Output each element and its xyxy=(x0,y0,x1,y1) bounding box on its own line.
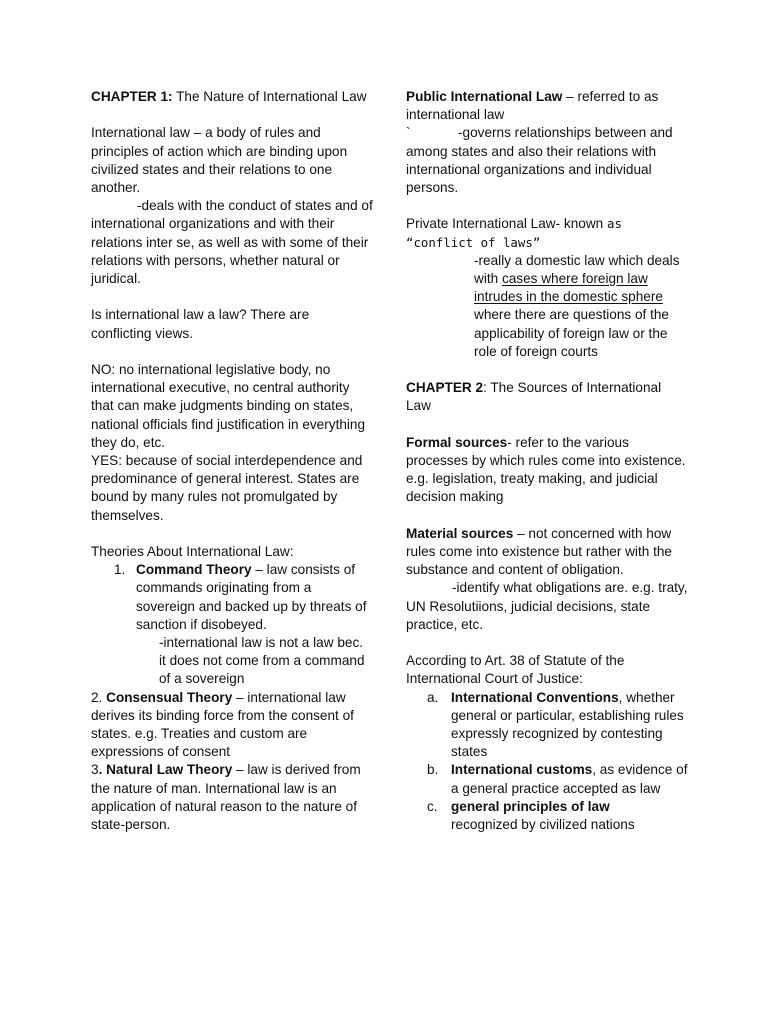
theory-1-desc: – law consists of commands originating from a sovereign and backed up by threats of sanction if disobeyed. xyxy=(136,562,367,632)
source-item-b xyxy=(406,761,688,797)
formal-sources xyxy=(406,434,688,507)
private-il-heading xyxy=(406,215,688,251)
art38-intro: According to Art. 38 of Statute of the International Court of Justice: xyxy=(406,653,625,687)
theory-1-text xyxy=(136,561,373,634)
theory-2-name: Consensual Theory xyxy=(106,689,233,705)
source-item-b-bold: International customs xyxy=(451,762,593,778)
pil-governs xyxy=(406,124,688,197)
source-item-a xyxy=(406,689,688,762)
source-item-a-desc: , whether general or particular, establishing rules expressly recognized by contesting states xyxy=(451,689,684,760)
theory-1-item xyxy=(91,561,373,634)
intl-law-definition: International law – a body of rules and principles of action which are binding upon civilized states and their relations to one another. xyxy=(91,125,348,195)
material-sources-label: Material sources xyxy=(406,525,514,541)
source-item-b-marker: b. xyxy=(427,762,439,778)
source-item-a-marker: a. xyxy=(427,689,439,705)
theory-3-marker: 3 xyxy=(91,762,99,778)
pil-desc: – referred to as international law xyxy=(406,89,659,123)
theories-heading: Theories About International Law: xyxy=(91,544,294,560)
private-il-sub xyxy=(406,252,688,361)
chapter2-label: CHAPTER 2 xyxy=(406,380,484,396)
pil-heading xyxy=(406,88,688,124)
private-il-sub-2: where there are questions of the applicability of foreign law or the role of foreign courts xyxy=(474,307,669,359)
private-il-mono: as “conflict of laws” xyxy=(406,216,622,250)
left-column xyxy=(91,88,373,834)
theory-3-name: . Natural Law Theory xyxy=(98,762,233,778)
source-item-a-text xyxy=(451,689,688,762)
material-sources-sub: -identify what obligations are. e.g. traty, UN Resolutiions, judicial decisions, state practice, etc. xyxy=(406,580,688,632)
chapter1-title: The Nature of International Law xyxy=(172,89,367,104)
chapter1-heading xyxy=(91,88,373,106)
source-item-b-text xyxy=(451,761,688,797)
private-il-sub-underlined: cases where foreign law intrudes in the domestic sphere xyxy=(474,271,663,305)
theory-3-desc: – law is derived from the nature of man. International law is an application of natural reason to the nature of state-person. xyxy=(91,762,361,833)
private-il-label: Private International Law- known xyxy=(406,216,607,232)
source-item-c-text xyxy=(451,798,688,834)
material-sources xyxy=(406,525,688,580)
pil-tick: ` xyxy=(406,125,411,141)
theory-2-text xyxy=(91,689,373,762)
chapter2-heading xyxy=(406,379,688,415)
theory-3-text xyxy=(91,761,373,834)
is-law-question: Is international law a law? There are conflicting views. xyxy=(91,307,310,341)
source-item-c xyxy=(406,798,688,834)
source-item-c-marker: c. xyxy=(427,798,438,814)
theory-2-desc: – international law derives its binding force from the consent of states. e.g. Treaties and custom are expressions of consent xyxy=(91,689,354,760)
chapter2-title: : The Sources of International Law xyxy=(406,380,662,414)
theory-1-name: Command Theory xyxy=(136,562,252,578)
source-item-b-desc: , as evidence of a general practice accepted as law xyxy=(451,762,688,796)
chapter1-label: CHAPTER 1: xyxy=(91,89,173,104)
pil-governs-text: -governs relationships between and among states and also their relations with international organizations and individual persons. xyxy=(406,125,673,196)
theory-1-marker: 1. xyxy=(114,562,126,578)
formal-sources-label: Formal sources xyxy=(406,434,508,450)
theory-1-sub: -international law is not a law bec. it does not come from a command of a sovereign xyxy=(159,635,365,687)
no-view: NO: no international legislative body, no international executive, no central authority that can make judgments binding on states, national officials find justification in everything they do, etc. xyxy=(91,362,366,450)
source-item-c-desc: recognized by civilized nations xyxy=(451,817,635,833)
formal-sources-text: - refer to the various processes by which rules come into existence. e.g. legislation, treaty making, and judicial decision making xyxy=(406,434,686,505)
source-item-c-bold: general principles of law xyxy=(451,798,610,814)
material-sources-text: – not concerned with how rules come into existence but rather with the substance and content of obligation. xyxy=(406,525,672,578)
private-il-sub-1: -really a domestic law which deals with xyxy=(474,252,680,287)
intl-law-deals: -deals with the conduct of states and of international organizations and with their relations inter se, as well as with some of their relations with persons, whether natural or juridical. xyxy=(91,198,373,287)
pil-label: Public International Law xyxy=(406,89,563,104)
source-item-a-bold: International Conventions xyxy=(451,689,619,705)
theory-2-marker: 2. xyxy=(91,689,107,705)
right-column xyxy=(406,88,688,834)
yes-view: YES: because of social interdependence and predominance of general interest. States are bound by many rules not promulgated by themselves. xyxy=(91,453,363,523)
